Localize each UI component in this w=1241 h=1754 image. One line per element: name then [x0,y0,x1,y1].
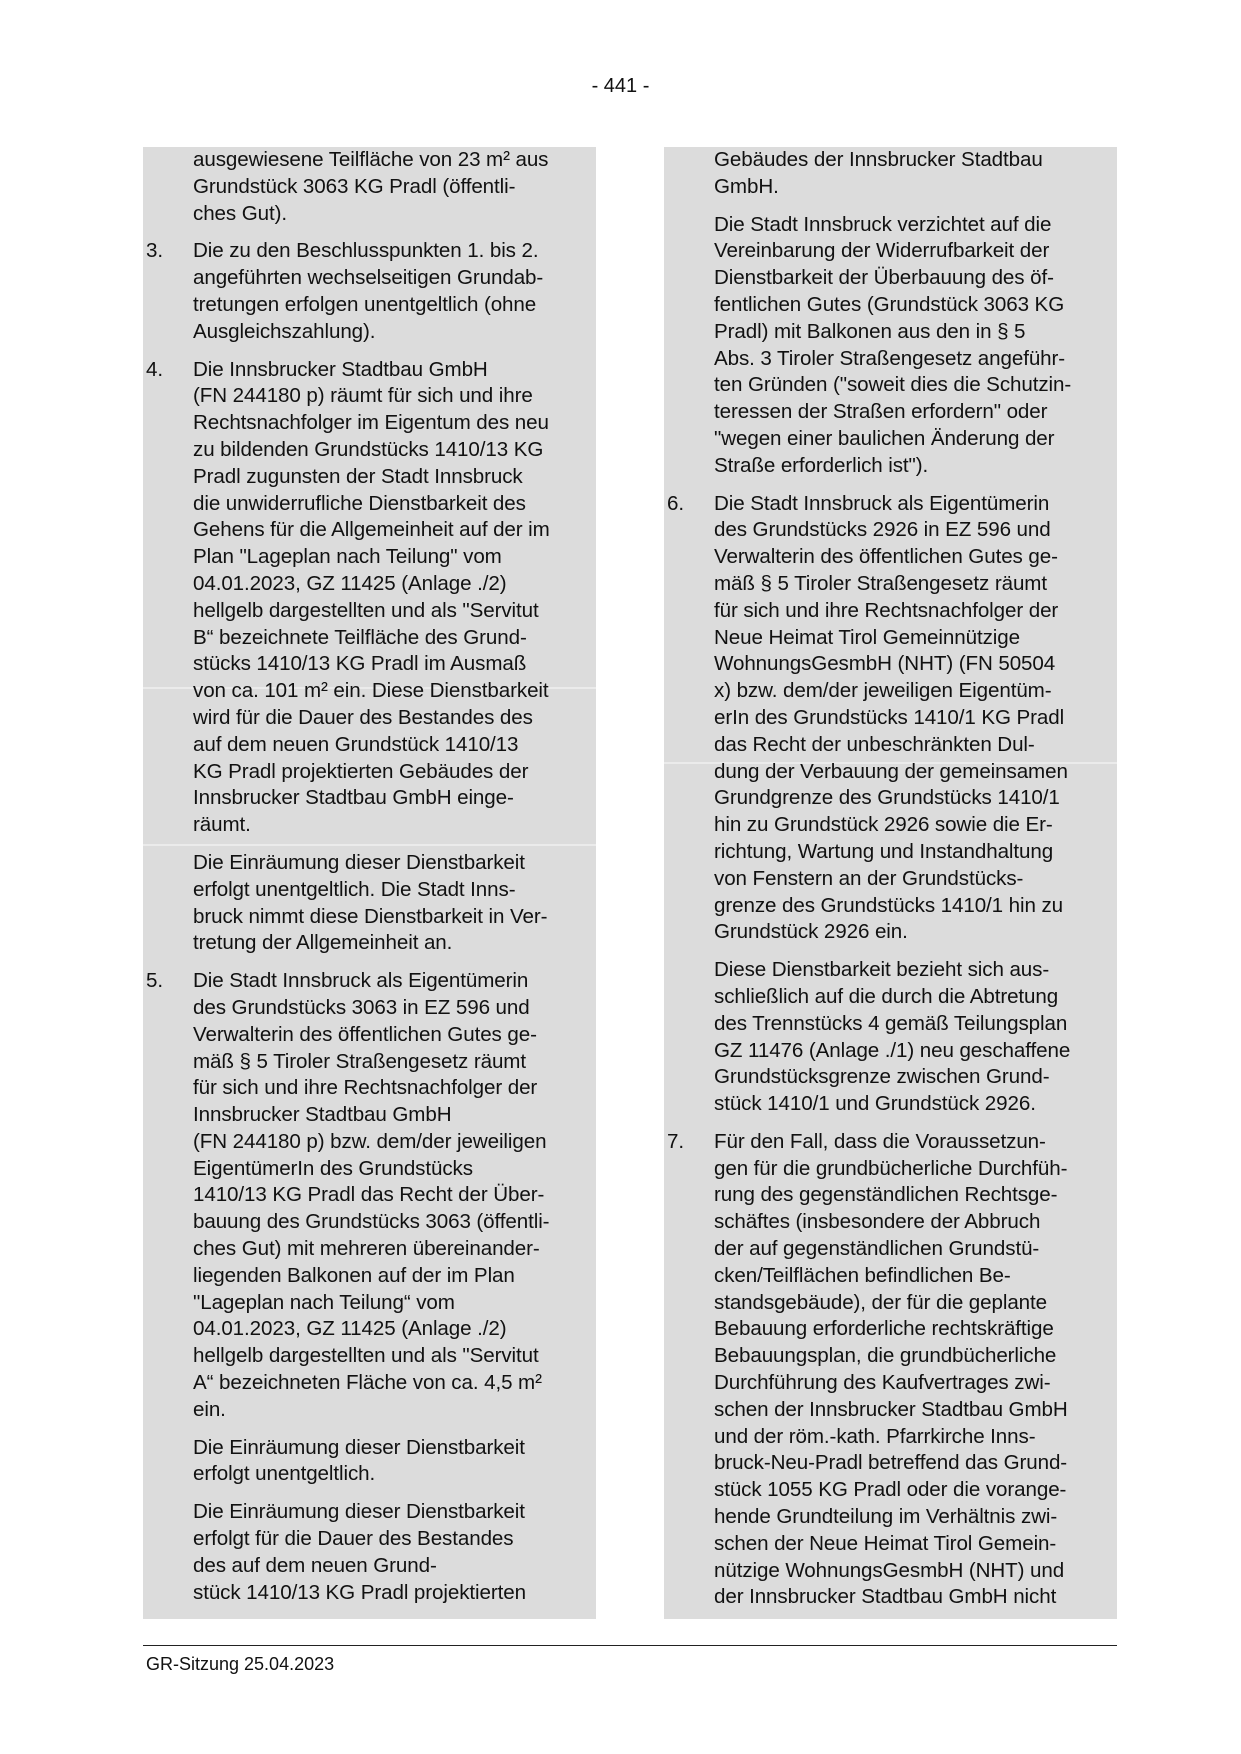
right-text-column [664,147,1117,1619]
numbered-item-5 [143,968,596,1424]
paragraph [143,147,596,227]
numbered-item-7 [664,1129,1117,1611]
paragraph-text: Die zu den Beschlusspunkten 1. bis 2. angeführten wechselseitigen Grundab- tretungen erfolgen unentgeltlich (ohne Ausgleichszahlung). [193,239,544,343]
paragraph-text: Gebäudes der Innsbrucker Stadtbau GmbH. [714,148,1043,198]
paragraph [664,212,1117,480]
paragraph [143,1499,596,1606]
item-number: 3. [146,239,163,263]
paragraph [143,850,596,957]
numbered-item-3 [143,238,596,345]
paragraph-text: Für den Fall, dass die Voraussetzun- gen für die grundbücherliche Durchfüh- rung des gegenständlichen Rechtsge- schäftes (insbesondere der Abbruch der auf gegenständlichen Grundstü- cken/Teilflächen befindlichen Be- standsgebäude), der für die geplante Bebauung erforderliche rechtskräftige Bebauungsplan, die grundbücherliche Durchführung des Kaufvertrages zwi- schen der Innsbrucker Stadtbau GmbH und der röm.-kath. Pfarrkirche Inns- bruck-Neu-Pradl betreffend das Grund- stück 1055 KG Pradl oder die vorange- hende Grundteilung im Verhältnis zwi- schen der Neue Heimat Tirol Gemein- nützige WohnungsGesmbH (NHT) und der Innsbrucker Stadtbau GmbH nicht [714,1129,1068,1609]
paragraph-text: Die Einräumung dieser Dienstbarkeit erfolgt für die Dauer des Bestandes des auf dem neuen Grund- stück 1410/13 KG Pradl projektierten [193,1500,526,1604]
item-number: 7. [667,1129,684,1153]
footer-divider [143,1645,1117,1646]
paragraph-text: Die Stadt Innsbruck als Eigentümerin des Grundstücks 3063 in EZ 596 und Verwalterin des öffentlichen Gutes ge- mäß § 5 Tiroler Straßengesetz räumt für sich und ihre Rechtsnachfolger der Innsbrucker Stadtbau GmbH (FN 244180 p) bzw. dem/der jeweiligen EigentümerIn des Grundstücks 1410/13 KG Pradl das Recht der Über- bauung des Grundstücks 3063 (öffentli- ches Gut) mit mehreren übereinander- liegenden Balkonen auf der im Plan "Lageplan nach Teilung“ vom 04.01.2023, GZ 11425 (Anlage ./2) hellgelb dargestellten und als "Servitut A“ bezeichneten Fläche von ca. 4,5 m² ein. [193,969,550,1421]
paragraph-text: Die Stadt Innsbruck verzichtet auf die Vereinbarung der Widerrufbarkeit der Dienstbarkeit der Überbauung des öf- fentlichen Gutes (Grundstück 3063 KG Pradl) mit Balkonen aus den in § 5 Abs. 3 Tiroler Straßengesetz angeführ- ten Gründen ("soweit dies die Schutzin- teressen der Straßen erfordern" oder "wegen einer baulichen Änderung der Straße erforderlich ist"). [714,212,1072,477]
item-number: 4. [146,357,163,381]
paragraph [664,957,1117,1118]
paragraph [664,147,1117,201]
paragraph-text: Die Einräumung dieser Dienstbarkeit erfolgt unentgeltlich. [193,1435,525,1486]
paragraph-text: ausgewiesene Teilfläche von 23 m² aus Grundstück 3063 KG Pradl (öffentli- ches Gut). [193,148,549,225]
paragraph-text: Die Einräumung dieser Dienstbarkeit erfolgt unentgeltlich. Die Stadt Inns- bruck nimmt diese Dienstbarkeit in Ver- tretung der Allgemeinheit an. [193,850,548,955]
left-text-column [143,147,596,1619]
paragraph-text: Die Innsbrucker Stadtbau GmbH (FN 244180 p) räumt für sich und ihre Rechtsnachfolger im Eigentum des neu zu bildenden Grundstücks 1410/13 KG Pradl zugunsten der Stadt Innsbruck die unwiderrufliche Dienstbarkeit des Gehens für die Allgemeinheit auf der im Plan "Lageplan nach Teilung" vom 04.01.2023, GZ 11425 (Anlage ./2) hellgelb dargestellten und als "Servitut B“ bezeichnete Teilfläche des Grund- stücks 1410/13 KG Pradl im Ausmaß von ca. 101 m² ein. Diese Dienstbarkeit wird für die Dauer des Bestandes des auf dem neuen Grundstück 1410/13 KG Pradl projektierten Gebäudes der Innsbrucker Stadtbau GmbH einge- räumt. [193,357,550,837]
paragraph [143,1435,596,1489]
numbered-item-4 [143,357,596,839]
item-number: 5. [146,969,163,993]
footer-session-date: GR-Sitzung 25.04.2023 [146,1654,335,1674]
numbered-item-6 [664,491,1117,947]
item-number: 6. [667,491,684,515]
paragraph-text: Diese Dienstbarkeit bezieht sich aus- schließlich auf die durch die Abtretung des Trennstücks 4 gemäß Teilungsplan GZ 11476 (Anlage ./1) neu geschaffene Grundstücksgrenze zwischen Grund- stück 1410/1 und Grundstück 2926. [714,958,1071,1116]
page-number: - 441 - [591,75,650,97]
paragraph-text: Die Stadt Innsbruck als Eigentümerin des Grundstücks 2926 in EZ 596 und Verwalterin des öffentlichen Gutes ge- mäß § 5 Tiroler Straßengesetz räumt für sich und ihre Rechtsnachfolger der Neue Heimat Tirol Gemeinnützige WohnungsGesmbH (NHT) (FN 50504 x) bzw. dem/der jeweiligen Eigentüm- erIn des Grundstücks 1410/1 KG Pradl das Recht der unbeschränkten Dul- dung der Verbauung der gemeinsamen Grundgrenze des Grundstücks 1410/1 hin zu Grundstück 2926 sowie die Er- richtung, Wartung und Instandhaltung von Fenstern an der Grundstücks- grenze des Grundstücks 1410/1 hin zu Grundstück 2926 ein. [714,491,1068,944]
